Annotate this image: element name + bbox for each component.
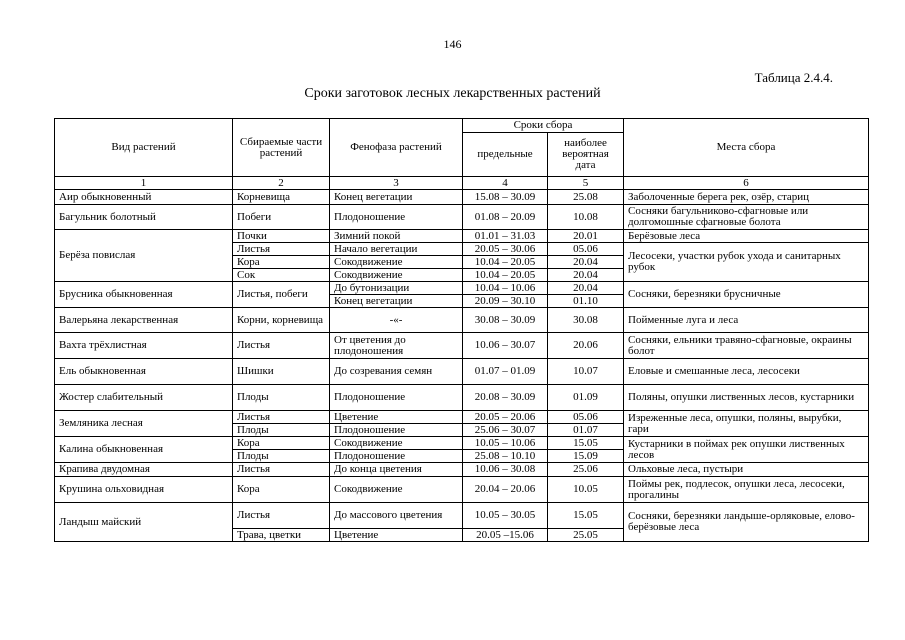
header-parts: Сбираемые части растений <box>233 119 330 177</box>
limit-cell: 20.05 – 20.06 <box>463 411 548 424</box>
species-cell: Земляника лесная <box>55 411 233 437</box>
parts-cell: Плоды <box>233 385 330 411</box>
place-cell: Еловые и смешанные леса, лесосеки <box>624 359 869 385</box>
header-phase: Фенофаза растений <box>330 119 463 177</box>
limit-cell: 15.08 – 30.09 <box>463 190 548 205</box>
date-cell: 15.05 <box>548 503 624 529</box>
date-cell: 20.06 <box>548 333 624 359</box>
place-cell: Сосняки, березняки ландыше-орляковые, елово-берёзовые леса <box>624 503 869 542</box>
phase-cell: До созревания семян <box>330 359 463 385</box>
phase-cell: Конец вегетации <box>330 295 463 308</box>
phase-cell: Сокодвижение <box>330 269 463 282</box>
date-cell: 10.07 <box>548 359 624 385</box>
parts-cell: Шишки <box>233 359 330 385</box>
table-label: Таблица 2.4.4. <box>754 70 833 85</box>
parts-cell: Кора <box>233 437 330 450</box>
date-cell: 01.09 <box>548 385 624 411</box>
parts-cell: Листья <box>233 333 330 359</box>
date-cell: 10.05 <box>548 477 624 503</box>
date-cell: 25.06 <box>548 463 624 477</box>
place-cell: Поймы рек, подлесок, опушки леса, лесосеки, прогалины <box>624 477 869 503</box>
phase-cell: -«- <box>330 308 463 333</box>
date-cell: 05.06 <box>548 243 624 256</box>
phase-cell: До конца цветения <box>330 463 463 477</box>
limit-cell: 20.08 – 30.09 <box>463 385 548 411</box>
limit-cell: 10.06 – 30.08 <box>463 463 548 477</box>
table-row <box>55 503 869 529</box>
header-limit: предельные <box>463 133 548 177</box>
parts-cell: Трава, цветки <box>233 529 330 542</box>
column-number: 5 <box>548 177 624 190</box>
column-number: 2 <box>233 177 330 190</box>
limit-cell: 20.09 – 30.10 <box>463 295 548 308</box>
parts-cell: Листья <box>233 503 330 529</box>
species-cell: Берёза повислая <box>55 230 233 282</box>
place-cell: Берёзовые леса <box>624 230 869 243</box>
species-cell: Вахта трёхлистная <box>55 333 233 359</box>
parts-cell: Плоды <box>233 424 330 437</box>
parts-cell: Кора <box>233 256 330 269</box>
limit-cell: 20.05 –15.06 <box>463 529 548 542</box>
date-cell: 01.07 <box>548 424 624 437</box>
phase-cell: До массового цветения <box>330 503 463 529</box>
column-number: 1 <box>55 177 233 190</box>
species-cell: Крушина ольховидная <box>55 477 233 503</box>
table-caption: Сроки заготовок лесных лекарственных растений <box>304 86 601 101</box>
date-cell: 05.06 <box>548 411 624 424</box>
table-row <box>55 385 869 411</box>
header-terms: Сроки сбора <box>463 119 624 133</box>
phase-cell: До бутонизации <box>330 282 463 295</box>
limit-cell: 10.06 – 30.07 <box>463 333 548 359</box>
limit-cell: 25.08 – 10.10 <box>463 450 548 463</box>
table-row <box>55 477 869 503</box>
table-row <box>55 230 869 243</box>
phase-cell: Плодоношение <box>330 424 463 437</box>
limit-cell: 10.05 – 10.06 <box>463 437 548 450</box>
table-row <box>55 205 869 230</box>
date-cell: 25.08 <box>548 190 624 205</box>
parts-cell: Почки <box>233 230 330 243</box>
table-row <box>55 437 869 450</box>
place-cell: Поляны, опушки лиственных лесов, кустарники <box>624 385 869 411</box>
table-row <box>55 333 869 359</box>
date-cell: 20.01 <box>548 230 624 243</box>
place-cell: Изреженные леса, опушки, поляны, вырубки, гари <box>624 411 869 437</box>
species-cell: Ель обыкновенная <box>55 359 233 385</box>
date-cell: 15.09 <box>548 450 624 463</box>
table-row <box>55 308 869 333</box>
date-cell: 10.08 <box>548 205 624 230</box>
place-cell: Пойменные луга и леса <box>624 308 869 333</box>
parts-cell: Кора <box>233 477 330 503</box>
phase-cell: Сокодвижение <box>330 437 463 450</box>
table-row <box>55 463 869 477</box>
place-cell: Сосняки, березняки брусничные <box>624 282 869 308</box>
species-cell: Крапива двудомная <box>55 463 233 477</box>
parts-cell: Листья <box>233 243 330 256</box>
species-cell: Калина обыкновенная <box>55 437 233 463</box>
limit-cell: 01.08 – 20.09 <box>463 205 548 230</box>
phase-cell: Сокодвижение <box>330 477 463 503</box>
parts-cell: Листья <box>233 411 330 424</box>
page-number: 146 <box>443 37 462 51</box>
species-cell: Ландыш майский <box>55 503 233 542</box>
place-cell: Кустарники в поймах рек опушки лиственных лесов <box>624 437 869 463</box>
header-places: Места сбора <box>624 119 869 177</box>
table-row <box>55 190 869 205</box>
phase-cell: Плодоношение <box>330 205 463 230</box>
phase-cell: Плодоношение <box>330 450 463 463</box>
place-cell: Сосняки багульниково-сфагновые или долгомошные сфагновые болота <box>624 205 869 230</box>
date-cell: 15.05 <box>548 437 624 450</box>
phase-cell: Цветение <box>330 411 463 424</box>
species-cell: Брусника обыкновенная <box>55 282 233 308</box>
column-number: 4 <box>463 177 548 190</box>
limit-cell: 10.04 – 10.06 <box>463 282 548 295</box>
date-cell: 20.04 <box>548 269 624 282</box>
table-row <box>55 411 869 424</box>
phase-cell: Плодоношение <box>330 385 463 411</box>
limit-cell: 30.08 – 30.09 <box>463 308 548 333</box>
date-cell: 25.05 <box>548 529 624 542</box>
parts-cell: Листья, побеги <box>233 282 330 308</box>
limit-cell: 10.05 – 30.05 <box>463 503 548 529</box>
phase-cell: Конец вегетации <box>330 190 463 205</box>
harvest-table <box>54 118 869 542</box>
parts-cell: Корневища <box>233 190 330 205</box>
date-cell: 20.04 <box>548 256 624 269</box>
limit-cell: 25.06 – 30.07 <box>463 424 548 437</box>
parts-cell: Листья <box>233 463 330 477</box>
date-cell: 20.04 <box>548 282 624 295</box>
species-cell: Аир обыкновенный <box>55 190 233 205</box>
header-likely: наиболее вероятная дата <box>548 133 624 177</box>
column-number: 3 <box>330 177 463 190</box>
limit-cell: 10.04 – 20.05 <box>463 256 548 269</box>
limit-cell: 10.04 – 20.05 <box>463 269 548 282</box>
header-species: Вид растений <box>55 119 233 177</box>
table-row <box>55 282 869 295</box>
limit-cell: 20.04 – 20.06 <box>463 477 548 503</box>
place-cell: Сосняки, ельники травяно-сфагновые, окраины болот <box>624 333 869 359</box>
place-cell: Лесосеки, участки рубок ухода и санитарных рубок <box>624 243 869 282</box>
phase-cell: Сокодвижение <box>330 256 463 269</box>
phase-cell: От цветения до плодоношения <box>330 333 463 359</box>
place-cell: Заболоченные берега рек, озёр, стариц <box>624 190 869 205</box>
place-cell: Ольховые леса, пустыри <box>624 463 869 477</box>
date-cell: 01.10 <box>548 295 624 308</box>
parts-cell: Плоды <box>233 450 330 463</box>
species-cell: Жостер слабительный <box>55 385 233 411</box>
phase-cell: Начало вегетации <box>330 243 463 256</box>
column-number-row <box>55 177 869 190</box>
parts-cell: Корни, корневища <box>233 308 330 333</box>
species-cell: Валерьяна лекарственная <box>55 308 233 333</box>
column-number: 6 <box>624 177 869 190</box>
phase-cell: Цветение <box>330 529 463 542</box>
parts-cell: Побеги <box>233 205 330 230</box>
limit-cell: 01.01 – 31.03 <box>463 230 548 243</box>
limit-cell: 20.05 – 30.06 <box>463 243 548 256</box>
table-row <box>55 359 869 385</box>
phase-cell: Зимний покой <box>330 230 463 243</box>
parts-cell: Сок <box>233 269 330 282</box>
date-cell: 30.08 <box>548 308 624 333</box>
species-cell: Багульник болотный <box>55 205 233 230</box>
limit-cell: 01.07 – 01.09 <box>463 359 548 385</box>
